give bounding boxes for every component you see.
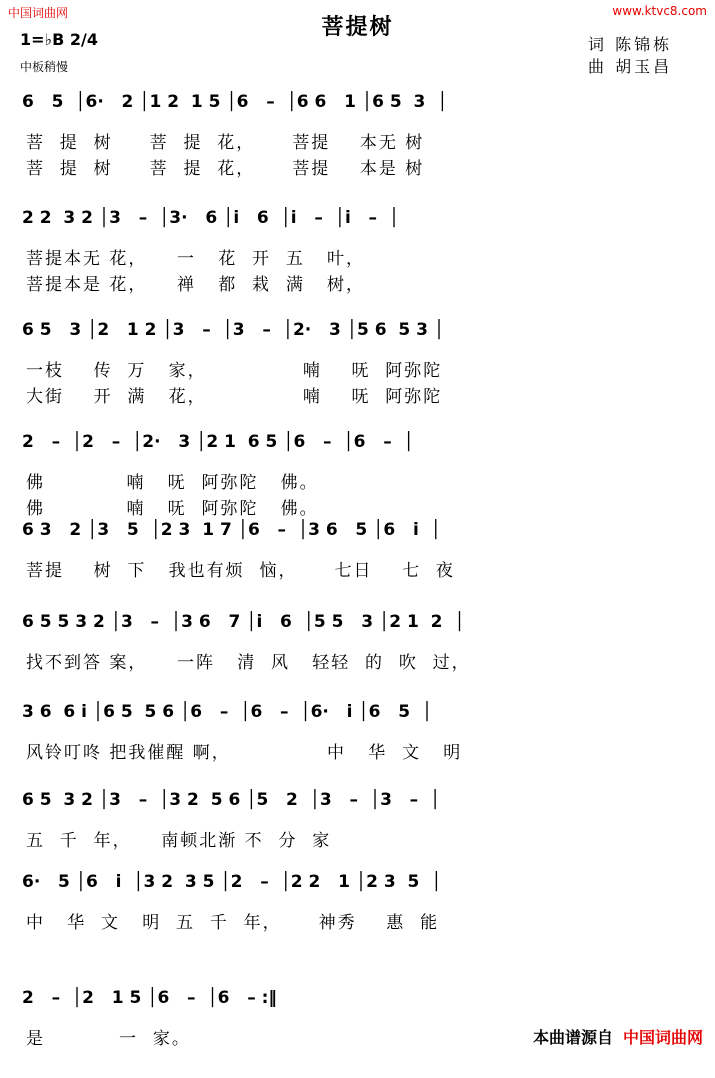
composer-credit: 曲 胡玉昌 xyxy=(588,57,673,76)
lyric-line: 是 一 家。 xyxy=(26,1029,191,1049)
lyric-line: 中 华 文 明 五 千 年， 神秀 惠 能 xyxy=(26,913,440,933)
score-row xyxy=(0,432,715,522)
notation-line: 2 – │2 – │2· 3 │2 1 6 5 │6 – │6 – │ xyxy=(22,432,414,452)
score-row xyxy=(0,612,715,702)
notation-line: 6 3 2 │3 5 │2 3 1 7 │6 – │3 6 5 │6 i │ xyxy=(22,520,441,540)
footer-source-text: 本曲谱源自 xyxy=(532,1028,613,1047)
lyric-line: 菩提本无 花， 一 花 开 五 叶， xyxy=(26,249,366,269)
footer-source xyxy=(533,1025,703,1048)
notation-line: 6 5 3 │2 1 2 │3 – │3 – │2· 3 │5 6 5 3 │ xyxy=(22,320,445,340)
lyric-line: 佛 喃 呒 阿弥陀 佛。 xyxy=(26,499,319,519)
key-signature: 1=♭B 2/4 xyxy=(20,30,98,49)
score-row xyxy=(0,790,715,880)
lyric-line: 菩 提 树 菩 提 花， 菩提 本是 树 xyxy=(26,159,425,179)
lyric-line: 佛 喃 呒 阿弥陀 佛。 xyxy=(26,473,319,493)
lyric-line: 五 千 年， 南顿北渐 不 分 家 xyxy=(26,831,332,851)
score-row xyxy=(0,208,715,298)
lyric-line: 大街 开 满 花， 喃 呒 阿弥陀 xyxy=(26,387,443,407)
score-row xyxy=(0,92,715,182)
lyricist-credit: 词 陈锦栋 xyxy=(588,35,673,54)
watermark-right: www.ktvc8.com xyxy=(612,4,707,18)
lyric-line: 风铃叮咚 把我催醒 啊， 中 华 文 明 xyxy=(26,743,463,763)
notation-line: 3 6 6 i │6 5 5 6 │6 – │6 – │6· i │6 5 │ xyxy=(22,702,433,722)
notation-line: 2 – │2 1 5 │6 – │6 – :‖ xyxy=(22,988,277,1008)
lyric-line: 菩 提 树 菩 提 花， 菩提 本无 树 xyxy=(26,133,425,153)
notation-line: 6· 5 │6 i │3 2 3 5 │2 – │2 2 1 │2 3 5 │ xyxy=(22,872,442,892)
score-row xyxy=(0,520,715,610)
notation-line: 6 5 3 2 │3 – │3 2 5 6 │5 2 │3 – │3 – │ xyxy=(22,790,441,810)
lyric-line: 菩提 树 下 我也有烦 恼， 七日 七 夜 xyxy=(26,561,455,581)
lyric-line: 菩提本是 花， 禅 都 栽 满 树， xyxy=(26,275,366,295)
footer-site: 中国词曲网 xyxy=(622,1028,703,1047)
page-title: 菩提树 xyxy=(321,14,394,40)
lyric-line: 找不到答 案， 一阵 清 风 轻轻 的 吹 过， xyxy=(26,653,471,673)
notation-line: 6 5 │6· 2 │1 2 1 5 │6 – │6 6 1 │6 5 3 │ xyxy=(22,92,448,112)
tempo-marking: 中板稍慢 xyxy=(20,60,69,74)
lyric-line: 一枝 传 万 家， 喃 呒 阿弥陀 xyxy=(26,361,443,381)
score-row xyxy=(0,320,715,410)
score-row xyxy=(0,702,715,792)
watermark-left: 中国词曲网 xyxy=(8,6,69,20)
notation-line: 2 2 3 2 │3 – │3· 6 │i 6 │i – │i – │ xyxy=(22,208,400,228)
score-row xyxy=(0,872,715,962)
notation-line: 6 5 5 3 2 │3 – │3 6 7 │i 6 │5 5 3 │2 1 2 │ xyxy=(22,612,465,632)
